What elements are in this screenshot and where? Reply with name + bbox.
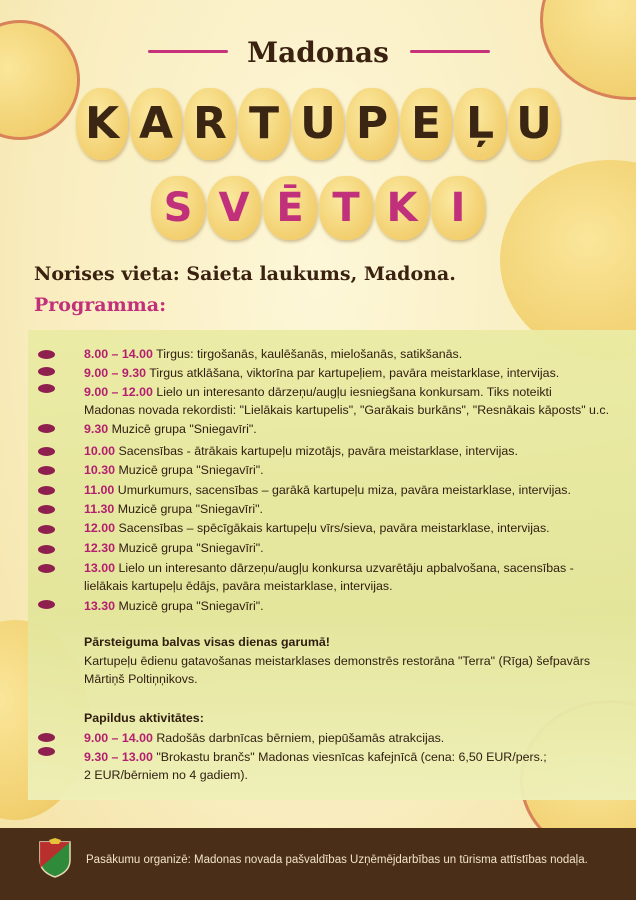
bullet xyxy=(38,350,55,359)
bullet xyxy=(38,747,55,756)
program-item-continued xyxy=(84,578,624,594)
title-letter: V xyxy=(207,176,261,240)
program-item xyxy=(84,384,624,400)
bullet xyxy=(38,466,55,475)
extra-text: 2 EUR/bērniem no 4 gadiem). xyxy=(84,768,248,782)
program-time: 9.00 – 9.30 xyxy=(84,366,147,380)
title-letter: P xyxy=(346,88,398,160)
bullet xyxy=(38,447,55,456)
program-item xyxy=(84,421,624,437)
title-letter: A xyxy=(130,88,182,160)
program-time: 13.30 xyxy=(84,599,116,613)
title-letter: Ē xyxy=(263,176,317,240)
program-item xyxy=(84,598,624,614)
program-text: Umurkumurs, sacensības – garākā kartupeļu miza, pavāra meistarklase, intervijas. xyxy=(114,483,571,497)
program-item xyxy=(84,365,624,381)
program-item xyxy=(84,443,624,459)
program-text: Muzicē grupa "Sniegavīri". xyxy=(115,599,264,613)
program-text: Muzicē grupa "Sniegavīri". xyxy=(115,541,264,555)
extra-time: 9.00 – 14.00 xyxy=(84,731,153,745)
program-time: 12.30 xyxy=(84,541,116,555)
surprise-text: Mārtiņš Poltiņņikovs. xyxy=(84,672,198,686)
extra-item xyxy=(84,730,624,746)
program-time: 13.00 xyxy=(84,561,116,575)
title-letter: T xyxy=(238,88,290,160)
program-text: Madonas novada rekordisti: "Lielākais kartupelis", "Garākais burkāns", "Resnākais kāposts" u.c. xyxy=(84,403,610,417)
surprise-text: Kartupeļu ēdienu gatavošanas meistarklases demonstrēs restorāna "Terra" (Rīga) šefpavārs xyxy=(84,654,591,668)
program-item xyxy=(84,560,624,576)
program-time: 11.30 xyxy=(84,502,115,516)
program-time: 9.30 xyxy=(84,422,109,436)
program-text: Lielo un interesanto dārzeņu/augļu konkursa uzvarētāju apbalvošana, sacensības - xyxy=(115,561,574,575)
bullet xyxy=(38,367,55,376)
program-time: 12.00 xyxy=(84,521,116,535)
title-letter: R xyxy=(184,88,236,160)
program-time: 8.00 – 14.00 xyxy=(84,347,153,361)
program-item xyxy=(84,346,624,362)
extra-heading: Papildus aktivitātes: xyxy=(84,711,204,725)
title-letter: U xyxy=(292,88,344,160)
program-time: 10.00 xyxy=(84,444,116,458)
program-time: 9.00 – 12.00 xyxy=(84,385,153,399)
program-heading: Programma: xyxy=(34,294,167,316)
title-letter: S xyxy=(151,176,205,240)
extra-item-continued xyxy=(84,767,624,783)
surprise-heading: Pārsteiguma balvas visas dienas garumā! xyxy=(84,635,330,649)
program-text: Tirgus: tirgošanās, kaulēšanās, mielošanās, satikšanās. xyxy=(152,347,463,361)
program-item xyxy=(84,462,624,478)
extra-text: "Brokastu brančs" Madonas viesnīcas kafejnīcā (cena: 6,50 EUR/pers.; xyxy=(152,750,547,764)
program-item xyxy=(84,501,624,517)
program-time: 11.00 xyxy=(84,483,115,497)
bullet xyxy=(38,564,55,573)
title-letter: K xyxy=(375,176,429,240)
program-text: Sacensības - ātrākais kartupeļu mizotājs, pavāra meistarklase, intervijas. xyxy=(115,444,518,458)
bullet xyxy=(38,600,55,609)
program-text: Tirgus atklāšana, viktorīna par kartupeļiem, pavāra meistarklase, intervijas. xyxy=(146,366,560,380)
program-time: 10.30 xyxy=(84,463,116,477)
program-item xyxy=(84,520,624,536)
program-text: Muzicē grupa "Sniegavīri". xyxy=(115,463,264,477)
venue-line: Norises vieta: Saieta laukums, Madona. xyxy=(34,263,456,285)
program-item-continued xyxy=(84,402,624,418)
program-text: Muzicē grupa "Sniegavīri". xyxy=(108,422,257,436)
title-letter: T xyxy=(319,176,373,240)
program-item xyxy=(84,540,624,556)
title-word-svetki xyxy=(0,176,636,248)
bullet xyxy=(38,525,55,534)
footer-organizer: Pasākumu organizē: Madonas novada pašvaldības Uzņēmējdarbības un tūrisma attīstības nodaļa. xyxy=(86,854,588,866)
extra-item xyxy=(84,749,624,765)
bullet xyxy=(38,505,55,514)
title-letter: U xyxy=(508,88,560,160)
bullet xyxy=(38,424,55,433)
program-text: Muzicē grupa "Sniegavīri". xyxy=(114,502,263,516)
program-text: Sacensības – spēcīgākais kartupeļu vīrs/sieva, pavāra meistarklase, intervijas. xyxy=(115,521,550,535)
coat-of-arms-icon xyxy=(38,838,72,878)
title-letter: Ļ xyxy=(454,88,506,160)
town-title: Madonas xyxy=(247,36,389,69)
bullet xyxy=(38,486,55,495)
extra-text: Radošās darbnīcas bērniem, piepūšamās atrakcijas. xyxy=(152,731,445,745)
extra-time: 9.30 – 13.00 xyxy=(84,750,153,764)
program-text: Lielo un interesanto dārzeņu/augļu iesniegšana konkursam. Tiks noteikti xyxy=(152,385,552,399)
bullet xyxy=(38,545,55,554)
title-letter: K xyxy=(76,88,128,160)
title-letter: I xyxy=(431,176,485,240)
program-item xyxy=(84,482,624,498)
title-letter: E xyxy=(400,88,452,160)
program-text: lielākais kartupeļu ēdājs, pavāra meistarklase, intervijas. xyxy=(84,579,393,593)
bullet xyxy=(38,733,55,742)
bullet xyxy=(38,384,55,393)
title-word-kartupelu xyxy=(0,88,636,168)
